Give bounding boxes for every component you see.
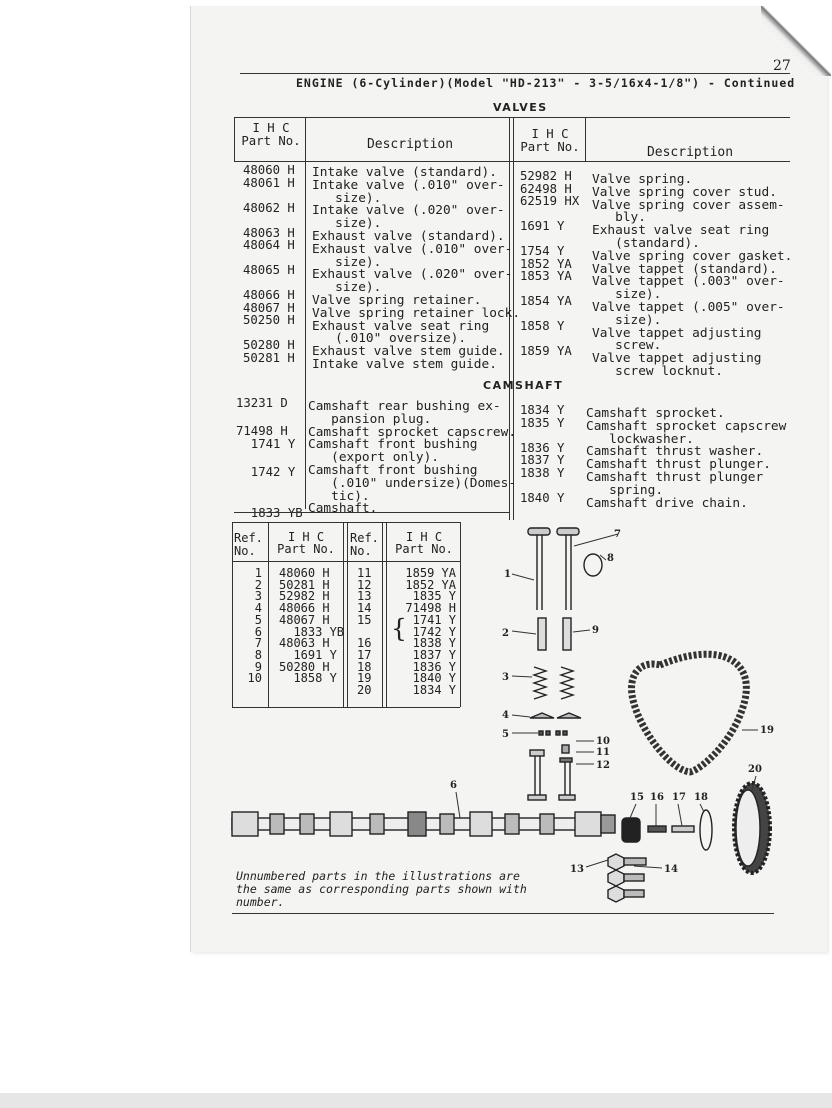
ref-15-brace: { — [391, 614, 407, 643]
col-header-desc-left: Description — [366, 137, 454, 152]
valve-spring-illustration — [534, 667, 573, 699]
ref-header-b: Ref. No. — [350, 531, 379, 558]
callout-9: 9 — [592, 625, 599, 636]
callout-7: 7 — [614, 529, 621, 540]
col-header-ihc-right: I H C Part No. — [520, 127, 580, 154]
callout-20: 20 — [748, 764, 762, 775]
valves-left-part-numbers: 48060 H 48061 H 48062 H 48063 H 48064 H 48065 H 48066 H 48067 H 50250 H 50280 H 50281 H — [243, 163, 295, 365]
valves-right-part-numbers: 52982 H 62498 H 62519 HX 1691 Y 1754 Y 1852 YA 1853 YA 1854 YA 1858 Y 1859 YA — [520, 169, 580, 358]
callout-3: 3 — [502, 672, 509, 683]
ref-header-a: Ref. No. — [234, 531, 263, 558]
callout-17: 17 — [672, 792, 686, 803]
ref-parts-b: 1859 YA 1852 YA 1835 Y 71498 H 1741 Y 1742 Y 1838 Y 1837 Y 1836 Y 1840 Y 1834 Y — [405, 566, 456, 698]
ref-numbers-a: 1 2 3 4 5 6 7 8 9 10 — [247, 566, 262, 686]
camshaft-sprocket-illustration — [734, 783, 770, 873]
callout-2: 2 — [502, 628, 509, 639]
callout-5: 5 — [502, 729, 509, 740]
callout-16: 16 — [650, 792, 664, 803]
section-valves: VALVES — [493, 101, 548, 114]
callout-14: 14 — [664, 864, 678, 875]
callout-8: 8 — [607, 553, 614, 564]
valves-right-descriptions: Valve spring. Valve spring cover stud. Valve spring cover assem- bly. Exhaust valve seat ring (standard). Valve spring cover gasket. Valve tappet (standard). Valve tappet (.003" over- size). Valve tappet (.005" over- size). Valve tappet adjusting screw. Valve tappet adjusting screw locknut. — [592, 172, 793, 379]
col-header-ihc-left: I H C Part No. — [241, 121, 301, 148]
capscrew-illustration — [608, 854, 646, 902]
callout-11: 11 — [596, 747, 610, 758]
callout-12: 12 — [596, 760, 610, 771]
camshaft-left-part-numbers: 13231 D 71498 H 1741 Y 1742 Y 1833 YB — [236, 396, 303, 521]
camshaft-right-part-numbers: 1834 Y 1835 Y 1836 Y 1837 Y 1838 Y 1840 Y — [520, 403, 565, 505]
ihc-header-a: I H C Part No. — [277, 530, 335, 556]
page-number: 27 — [773, 58, 791, 74]
footer-rule — [232, 913, 774, 914]
callout-18: 18 — [694, 792, 708, 803]
section-camshaft: CAMSHAFT — [483, 379, 564, 392]
camshaft-right-descriptions: Camshaft sprocket. Camshaft sprocket capscrew lockwasher. Camshaft thrust washer. Camshaft thrust plunger. Camshaft thrust plunger spring. Camshaft drive chain. — [586, 406, 787, 511]
camshaft-illustration — [232, 812, 615, 836]
ihc-header-b: I H C Part No. — [395, 530, 453, 556]
page-title: ENGINE (6-Cylinder)(Model "HD-213" - 3-5/16x4-1/8") - Continued — [296, 76, 796, 90]
callout-6: 6 — [450, 780, 457, 791]
callout-15: 15 — [630, 792, 644, 803]
callout-10: 10 — [596, 736, 610, 747]
ref-parts-a: 48060 H 50281 H 52982 H 48066 H 48067 H 1833 YB 48063 H 1691 Y 50280 H 1858 Y — [279, 566, 345, 686]
intake-valve-illustration — [528, 528, 579, 610]
drive-chain-illustration — [632, 654, 747, 772]
valve-tappet-illustration — [528, 745, 575, 800]
valve-guide-illustration — [538, 618, 546, 650]
camshaft-left-descriptions: Camshaft rear bushing ex- pansion plug. Camshaft sprocket capscrew. Camshaft front bushing (export only). Camshaft front bushing (.010" undersize)(Domes- tic). Camshaft. — [308, 399, 517, 517]
col-header-desc-right: Description — [646, 145, 734, 160]
thrust-spring-illustration — [648, 826, 666, 832]
ref-numbers-b: 11 12 13 14 15 16 17 18 19 20 — [357, 566, 372, 698]
callout-19: 19 — [760, 725, 774, 736]
valves-left-descriptions: Intake valve (standard). Intake valve (.010" over- size). Intake valve (.020" over- size). Exhaust valve (standard). Exhaust valve (.010" over- size). Exhaust valve (.020" over- size). Valve spring retainer. Valve spring retainer lock. Exhaust valve seat ring (.010" oversize). Exhaust valve stem guide. Intake valve stem guide. — [312, 165, 521, 372]
thrust-washer-illustration — [622, 818, 640, 842]
callout-1: 1 — [504, 569, 511, 580]
front-bushing-illustration — [700, 810, 712, 850]
thrust-plunger-illustration — [672, 826, 694, 832]
spring-retainer-illustration — [530, 713, 554, 718]
callout-4: 4 — [502, 710, 509, 721]
seat-ring-illustration — [584, 554, 602, 576]
illustration-note: Unnumbered parts in the illustrations are the same as corresponding parts shown with number. — [236, 869, 527, 909]
callout-13: 13 — [570, 864, 584, 875]
